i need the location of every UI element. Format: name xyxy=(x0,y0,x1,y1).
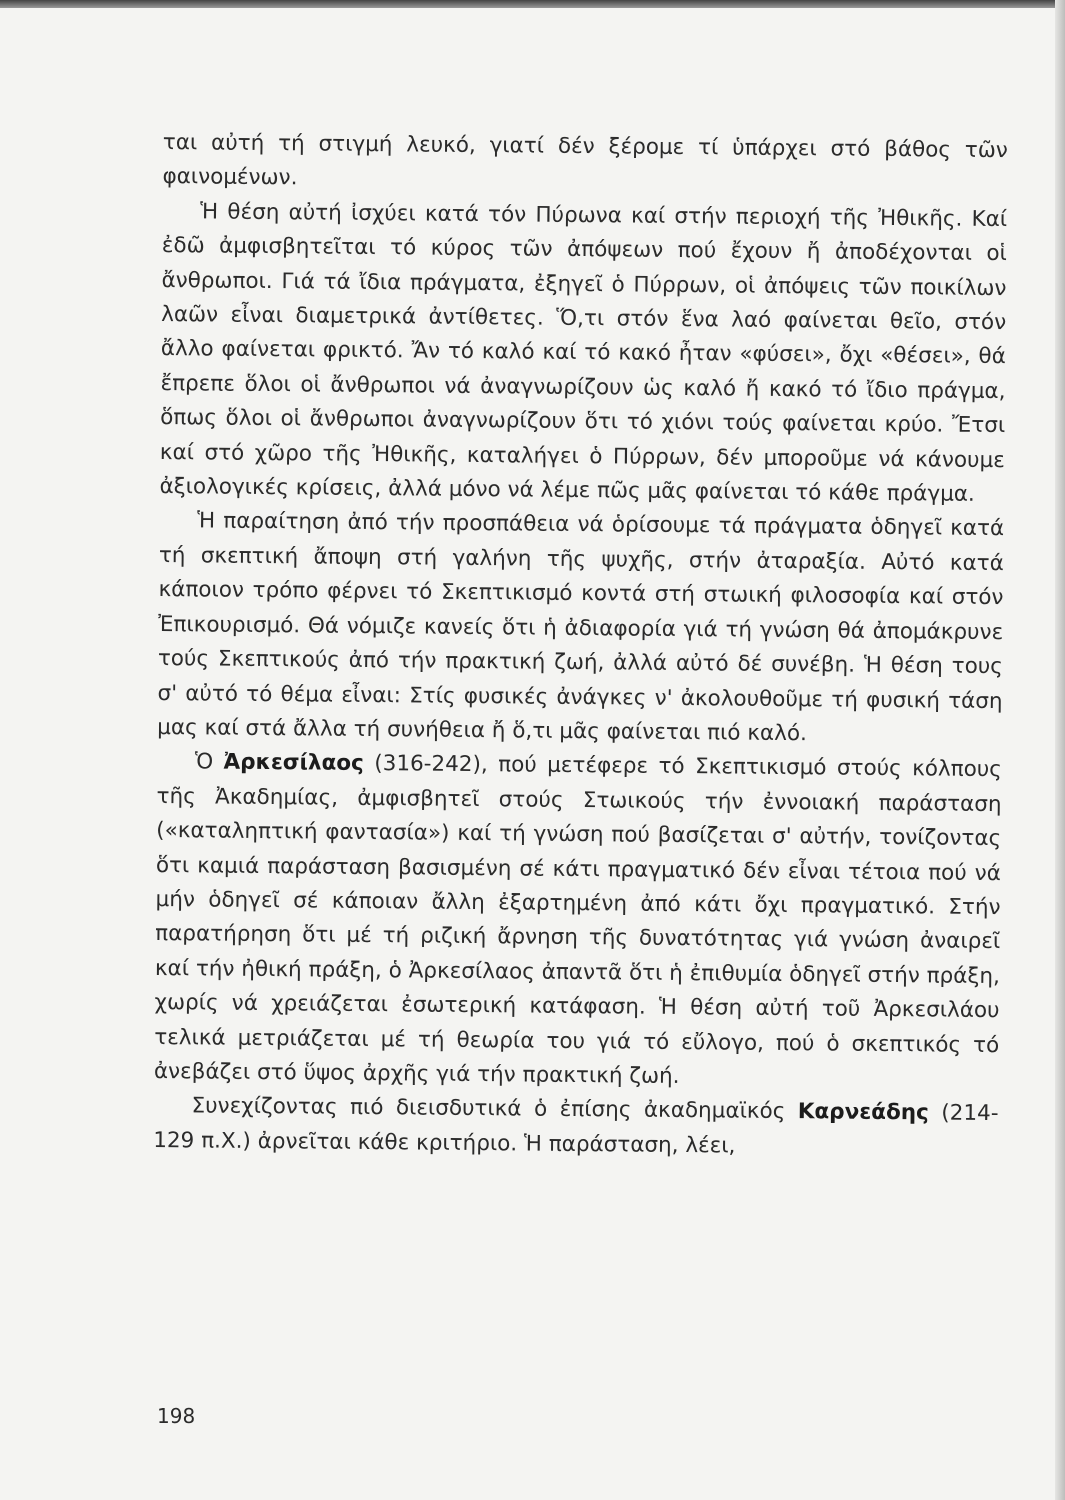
paragraph-continuation: ται αὐτή τή στιγμή λευκό, γιατί δέν ξέρομε τί ὑπάρχει στό βάθος τῶν φαινομένων. xyxy=(162,129,1008,191)
name-carneades: Καρνεάδης xyxy=(797,1099,929,1126)
paragraph-arcesilaus xyxy=(154,745,1002,1097)
name-arcesilaus: Ἀρκεσίλαος xyxy=(223,749,364,777)
paragraph-text: (214-129 π.Χ.) ἀρνεῖται κάθε κριτήριο. Ἡ παράσταση, λέει, xyxy=(153,1100,999,1159)
paragraph-carneades xyxy=(153,1089,999,1166)
paragraph-lead: Συνεχίζοντας πιό διεισδυτικά ὁ ἐπίσης ἀκαδημαϊκός xyxy=(191,1093,798,1125)
paragraph-lead: Ὁ xyxy=(194,749,224,775)
scan-right-edge xyxy=(1055,0,1065,1500)
paragraph-ethics: Ἡ θέση αὐτή ἰσχύει κατά τόν Πύρωνα καί στήν περιοχή τῆς Ἠθικῆς. Καί ἐδῶ ἀμφισβητεῖται τό κύρος τῶν ἀπόψεων πού ἔχουν ἤ ἀποδέχονται οἱ ἄνθρωποι. Γιά τά ἴδια πράγματα, ἐξηγεῖ ὁ Πύρρων, οἱ ἀπόψεις τῶν ποικίλων λαῶν εἶναι διαμετρικά ἀντίθετες. Ὅ,τι στόν ἕνα λαό φαίνεται θεῖο, στόν ἄλλο φαίνεται φρικτό. Ἄν τό καλό καί τό κακό ἦταν «φύσει», ὄχι «θέσει», θά ἔπρεπε ὅλοι οἱ ἄνθρωποι νά ἀναγνωρίζουν ὡς καλό ἤ κακό τό ἴδιο πράγμα, ὅπως ὅλοι οἱ ἄνθρωποι ἀναγνωρίζουν ὅτι τό χιόνι τούς φαίνεται κρύο. Ἔτσι καί στό χῶρο τῆς Ἠθικῆς, καταλήγει ὁ Πύρρων, δέν μποροῦμε νά κάνουμε ἀξιολογικές κρίσεις, ἀλλά μόνο νά λέμε πῶς μᾶς φαίνεται τό κάθε πράγμα. xyxy=(159,199,1008,507)
paragraph-ataraxia: Ἡ παραίτηση ἀπό τήν προσπάθεια νά ὁρίσουμε τά πράγματα ὁδηγεῖ κατά τή σκεπτική ἄποψη στή γαλήνη τῆς ψυχῆς, στήν ἀταραξία. Αὐτό κατά κάποιον τρόπο φέρνει τό Σκεπτικισμό κοντά στή στωική φιλοσοφία καί στόν Ἐπικουρισμό. Θά νόμιζε κανείς ὅτι ἡ ἀδιαφορία γιά τή γνώση θά ἀπομάκρυνε τούς Σκεπτικούς ἀπό τήν πρακτική ζωή, ἀλλά αὐτό δέ συνέβη. Ἡ θέση τους σ' αὐτό τό θέμα εἶναι: Στίς φυσικές ἀνάγκες ν' ἀκολουθοῦμε τή φυσική τάση μας καί στά ἄλλα τή συνήθεια ἤ ὅ,τι μᾶς φαίνεται πιό καλό. xyxy=(157,508,1005,747)
page-body xyxy=(153,126,1008,1166)
scan-top-edge xyxy=(0,0,1065,8)
page-number: 198 xyxy=(157,1404,196,1428)
paragraph-text: (316-242), πού μετέφερε τό Σκεπτικισμό στούς κόλπους τῆς Ἀκαδημίας, ἀμφισβητεῖ στούς Στωικούς τήν ἐννοιακή παράσταση («καταληπτική φαντασία») καί τή γνώση πού βασίζεται σ' αὐτήν, τονίζοντας ὅτι καμιά παράσταση βασισμένη σέ κάτι πραγματικό δέν εἶναι τέτοια πού νά μήν ὁδηγεῖ σέ κάποιαν ἄλλη ἐξαρτημένη ἀπό κάτι ὄχι πραγματικό. Στήν παρατήρηση ὅτι μέ τή ριζική ἄρνηση τῆς δυνατότητας γιά γνώση ἀναιρεῖ καί τήν ἠθική πράξη, ὁ Ἀρκεσίλαος ἀπαντᾶ ὅτι ἡ ἐπιθυμία ὁδηγεῖ στήν πράξη, χωρίς νά χρειάζεται ἐσωτερική κατάφαση. Ἡ θέση αὐτή τοῦ Ἀρκεσιλάου τελικά μετριάζεται μέ τή θεωρία του γιά τό εὔλογο, πού ὁ σκεπτικός τό ἀνεβάζει στό ὕψος ἀρχῆς γιά τήν πρακτική ζωή. xyxy=(153,751,1002,1089)
